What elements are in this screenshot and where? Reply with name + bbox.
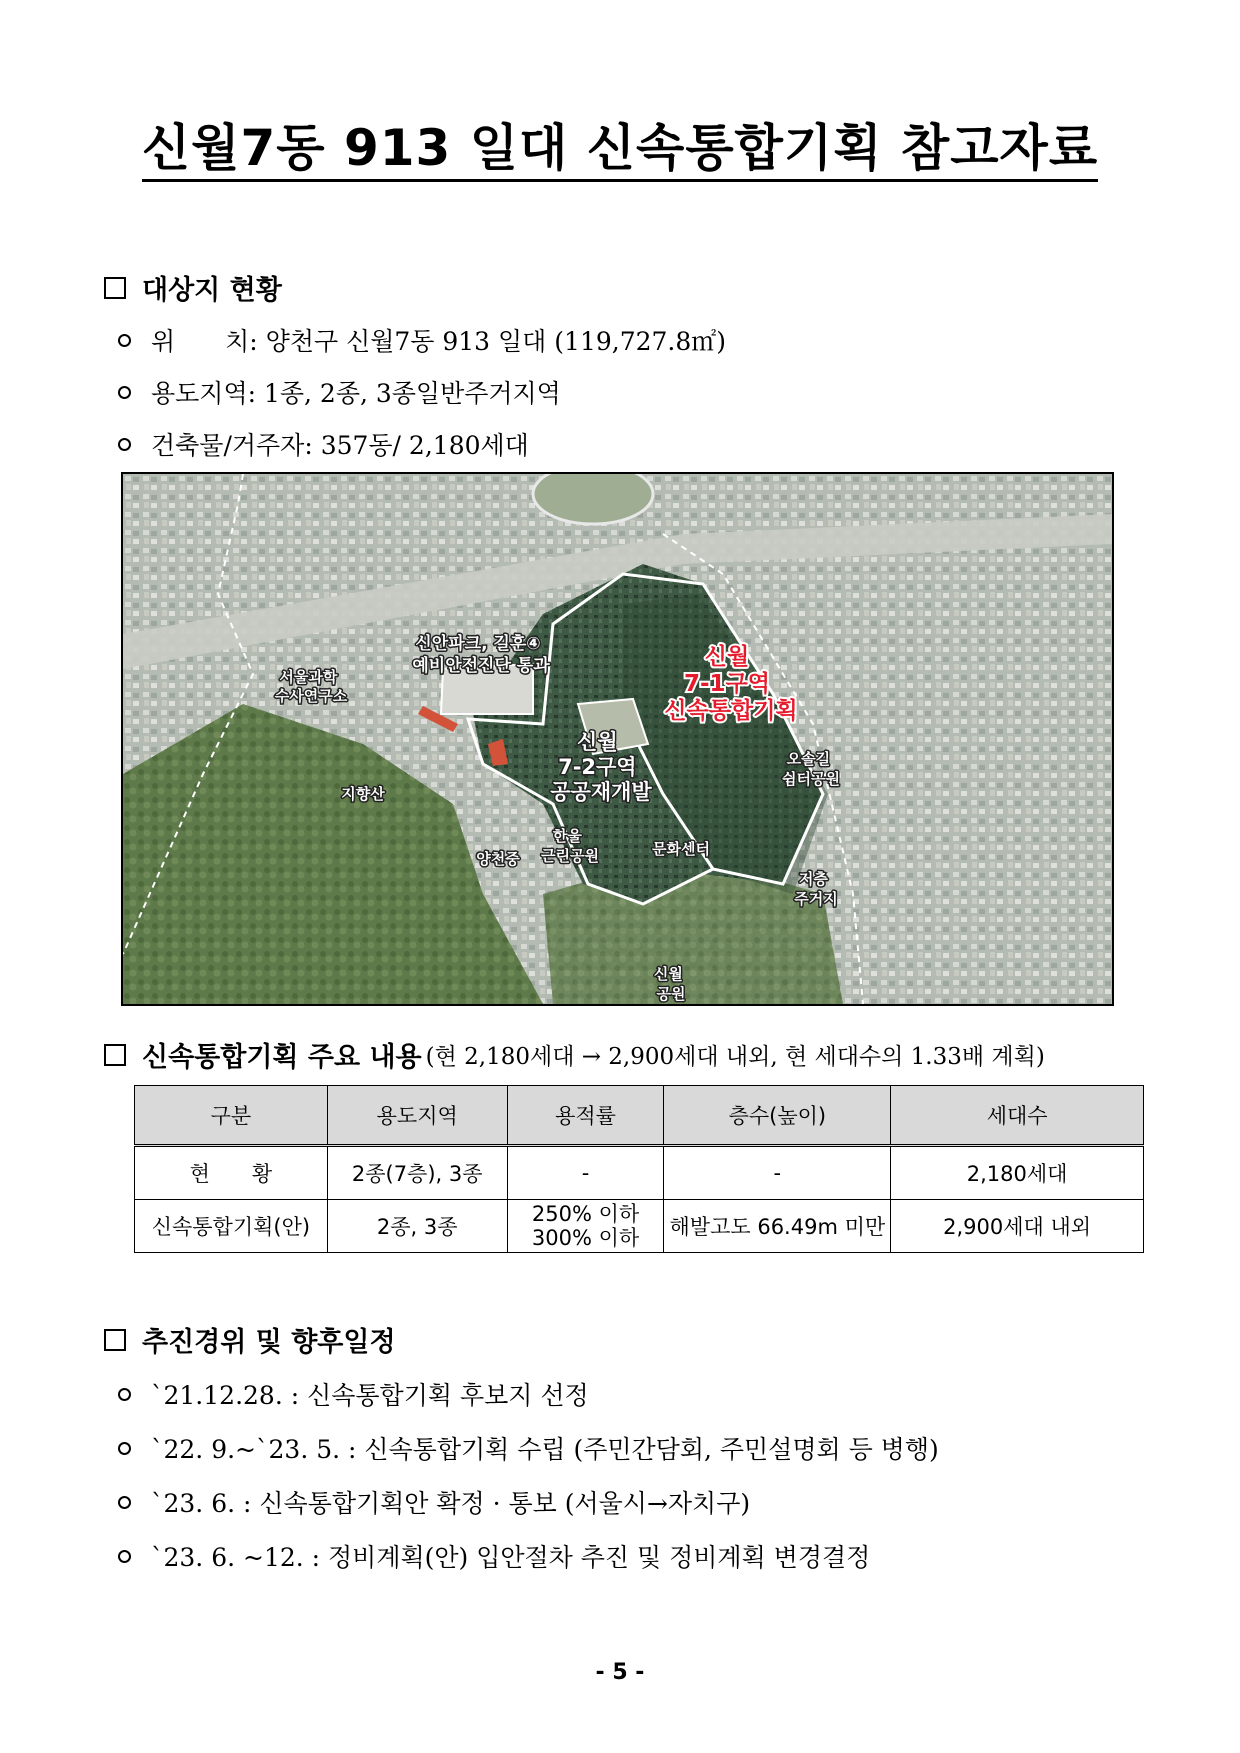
section-heading-site: 대상지 현황 — [104, 268, 282, 307]
circle-bullet-icon — [118, 334, 131, 347]
table-cell: 신속통합기획(안) — [135, 1200, 328, 1253]
list-item: `23. 6. : 신속통합기획안 확정 · 통보 (서울시→자치구) — [118, 1484, 750, 1520]
list-item: 건축물/거주자: 357동/ 2,180세대 — [118, 426, 529, 462]
map-label-lowrise: 저층 주거지 — [794, 870, 838, 908]
table-header-cell: 층수(높이) — [664, 1086, 891, 1146]
table-cell: 해발고도 66.49m 미만 — [664, 1200, 891, 1253]
table-cell: - — [507, 1146, 664, 1200]
table-cell: 2종(7층), 3종 — [327, 1146, 507, 1200]
list-item: `22. 9.~`23. 5. : 신속통합기획 수립 (주민간담회, 주민설명회 등 병행) — [118, 1430, 939, 1466]
circle-bullet-icon — [118, 1496, 131, 1509]
table-row — [135, 1146, 1144, 1200]
table-cell: - — [664, 1146, 891, 1200]
table-cell: 2종, 3종 — [327, 1200, 507, 1253]
circle-bullet-icon — [118, 1388, 131, 1401]
circle-bullet-icon — [118, 386, 131, 399]
table-cell: 2,900세대 내외 — [891, 1200, 1144, 1253]
table-header-cell: 구분 — [135, 1086, 328, 1146]
map-label-sinwol-park: 신월 공원 — [653, 965, 686, 1003]
map-label-area72: 신월 7-2구역 공공재개발 — [550, 730, 652, 804]
section-heading-schedule: 추진경위 및 향후일정 — [104, 1320, 396, 1359]
circle-bullet-icon — [118, 438, 131, 451]
list-item: 용도지역: 1종, 2종, 3종일반주거지역 — [118, 374, 561, 410]
table-cell: 2,180세대 — [891, 1146, 1144, 1200]
table-header-cell: 세대수 — [891, 1086, 1144, 1146]
map-label-hanul-park: 한울 근린공원 — [541, 827, 599, 865]
checkbox-square-icon — [104, 1329, 126, 1351]
page-title: 신월7동 913 일대 신속통합기획 참고자료 — [0, 108, 1240, 180]
map-label-culture: 문화센터 — [652, 840, 710, 858]
section-heading-plan: 신속통합기획 주요 내용 (현 2,180세대 → 2,900세대 내외, 현 세대수의 1.33배 계획) — [104, 1035, 1045, 1074]
map-label-seoul-inst: 서울과학 수사연구소 — [274, 668, 348, 705]
table-header-row — [135, 1086, 1144, 1146]
map-label-yangcheon-mid: 양천중 — [476, 850, 520, 868]
checkbox-square-icon — [104, 277, 126, 299]
table-cell: 현 황 — [135, 1146, 328, 1200]
plan-table — [134, 1085, 1144, 1253]
list-item: `23. 6. ~12. : 정비계획(안) 입안절차 추진 및 정비계획 변경결정 — [118, 1538, 870, 1574]
circle-bullet-icon — [118, 1442, 131, 1455]
aerial-site-map — [121, 472, 1114, 1006]
table-header-cell: 용적률 — [507, 1086, 664, 1146]
map-label-osolgil: 오솔길 쉼터공원 — [782, 750, 840, 788]
map-label-jihangsan: 지향산 — [341, 785, 385, 803]
section-subtitle: (현 2,180세대 → 2,900세대 내외, 현 세대수의 1.33배 계획) — [425, 1044, 1045, 1070]
table-row — [135, 1200, 1144, 1253]
list-item: 위 치: 양천구 신월7동 913 일대 (119,727.8㎡) — [118, 322, 726, 358]
checkbox-square-icon — [104, 1044, 126, 1066]
table-header-cell: 용도지역 — [327, 1086, 507, 1146]
table-cell: 250% 이하 300% 이하 — [507, 1200, 664, 1253]
circle-bullet-icon — [118, 1550, 131, 1563]
list-item: `21.12.28. : 신속통합기획 후보지 선정 — [118, 1376, 589, 1412]
page-number: - 5 - — [595, 1660, 645, 1685]
map-label-area71: 신월 7-1구역 신속통합기획 — [664, 644, 798, 724]
map-label-shinan: 신안파크, 길훈④ 예비안전진단 통과 — [412, 634, 550, 676]
